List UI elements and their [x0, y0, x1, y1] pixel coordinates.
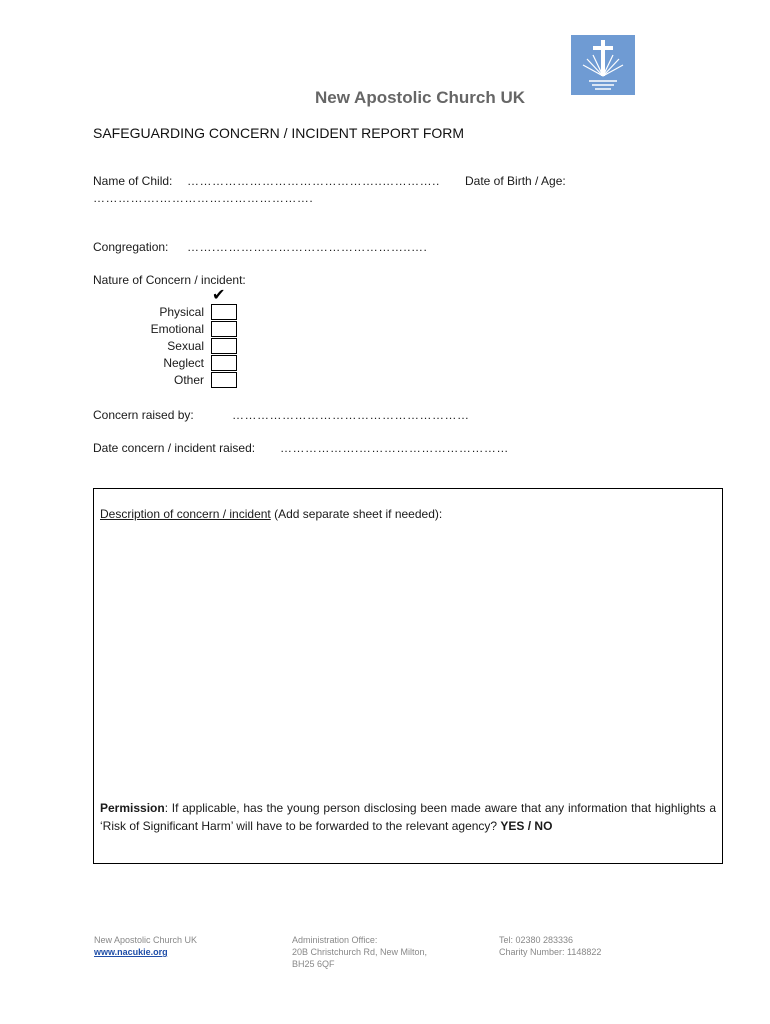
permission-answer[interactable]: YES / NO [500, 819, 553, 833]
footer-org [94, 934, 197, 958]
concern-checkbox[interactable] [211, 304, 237, 320]
footer-address-street: 20B Christchurch Rd, New Milton, [292, 947, 428, 957]
footer-org-name: New Apostolic Church UK [94, 935, 198, 945]
concern-checkbox[interactable] [211, 321, 237, 337]
cross-sunrise-icon [571, 35, 635, 95]
permission-label: Permission [100, 801, 165, 815]
footer-contact [499, 934, 601, 958]
nature-of-concern-label: Nature of Concern / incident: [93, 273, 246, 287]
raised-by-field[interactable]: ………………………………………………… [232, 408, 470, 422]
dob-field[interactable]: …………….………………………………. [93, 191, 314, 205]
description-label-note: (Add separate sheet if needed): [270, 507, 443, 521]
concern-checkbox[interactable] [211, 338, 237, 354]
permission-statement [100, 799, 716, 835]
form-title: SAFEGUARDING CONCERN / INCIDENT REPORT FORM [93, 125, 465, 141]
concern-option-emotional[interactable] [100, 321, 239, 338]
concern-option-label: Emotional [150, 322, 204, 336]
concern-checkbox[interactable] [211, 355, 237, 371]
footer-charity-number: Charity Number: 1148822 [499, 947, 602, 957]
footer-telephone: Tel: 02380 283336 [499, 935, 574, 945]
raised-by-label: Concern raised by: [93, 408, 194, 422]
date-raised-field[interactable]: ……………….……………………………… [280, 441, 509, 455]
concern-option-physical[interactable] [100, 304, 239, 321]
concern-option-other[interactable] [100, 372, 239, 389]
church-logo [571, 35, 635, 95]
concern-option-sexual[interactable] [100, 338, 239, 355]
footer-website-link[interactable]: www.nacukie.org [94, 947, 168, 957]
description-label [100, 507, 442, 521]
check-mark-icon: ✔ [212, 287, 226, 304]
congregation-field[interactable]: …….………………………………………..…. [187, 240, 428, 254]
concern-option-label: Sexual [167, 339, 204, 353]
concern-option-label: Neglect [163, 356, 204, 370]
description-label-title: Description of concern / incident [100, 507, 271, 521]
child-name-field[interactable]: ………………………………………..………….. [187, 174, 440, 188]
concern-option-label: Other [173, 373, 204, 387]
concern-option-label: Physical [159, 305, 204, 319]
concern-checkbox[interactable] [211, 372, 237, 388]
organization-name: New Apostolic Church UK [315, 88, 525, 107]
date-raised-label: Date concern / incident raised: [93, 441, 256, 455]
congregation-label: Congregation: [93, 240, 169, 254]
footer-address [292, 934, 427, 970]
permission-text: : If applicable, has the young person disclosing been made aware that any information that highlights a ‘Risk of Significant Harm’ will have to be forwarded to the relevant agency? [100, 801, 716, 833]
footer-address-postcode: BH25 6QF [292, 959, 335, 969]
concern-option-neglect[interactable] [100, 355, 239, 372]
child-name-label: Name of Child: [93, 174, 173, 188]
dob-label: Date of Birth / Age: [465, 174, 566, 188]
footer-address-title: Administration Office: [292, 935, 378, 945]
